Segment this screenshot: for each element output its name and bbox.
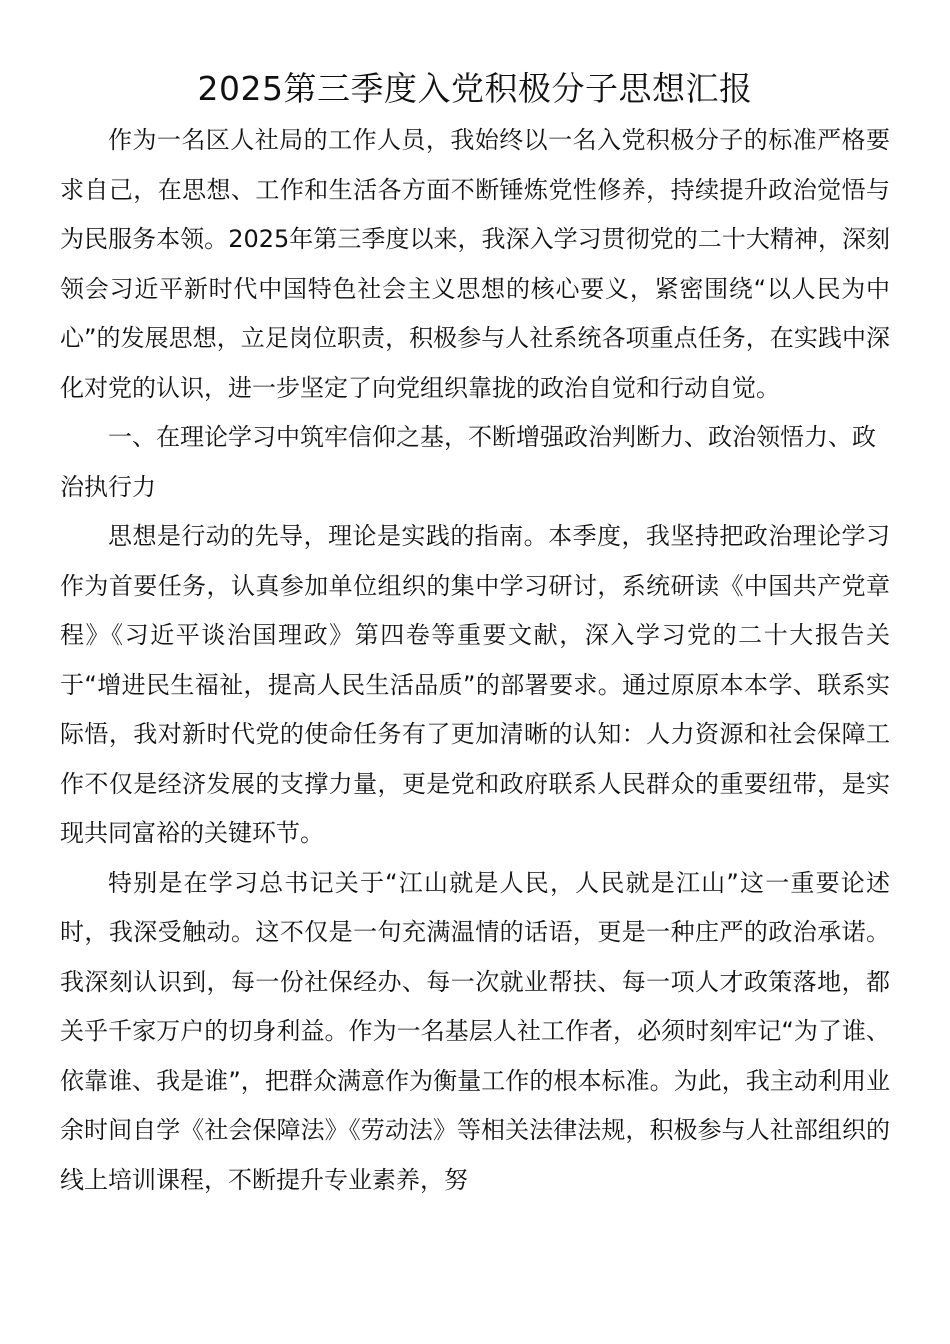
document-title: 2025第三季度入党积极分子思想汇报 xyxy=(197,69,753,108)
paragraph-people-focus: 特别是在学习总书记关于“江山就是人民，人民就是江山”这一重要论述时，我深受触动。这不仅是一句充满温情的话语，更是一种庄严的政治承诺。我深刻认识到，每一份社保经办、每一次就业帮扶、每一项人才政策落地，都关乎千家万户的切身利益。作为一名基层人社工作者，必须时刻牢记“为了谁、依靠谁、我是谁”，把群众满意作为衡量工作的根本标准。为此，我主动利用业余时间自学《社会保障法》《劳动法》等相关法律法规，积极参与人社部组织的线上培训课程，不断提升专业素养，努 xyxy=(60,868,890,1194)
paragraph-intro: 作为一名区人社局的工作人员，我始终以一名入党积极分子的标准严格要求自己，在思想、工作和生活各方面不断锤炼党性修养，持续提升政治觉悟与为民服务本领。2025年第三季度以来，我深入学习贯彻党的二十大精神，深刻领会习近平新时代中国特色社会主义思想的核心要义，紧密围绕“以人民为中心”的发展思想，立足岗位职责，积极参与人社系统各项重点任务，在实践中深化对党的认识，进一步坚定了向党组织靠拢的政治自觉和行动自觉。 xyxy=(60,126,890,402)
document-body xyxy=(60,116,890,1205)
section-heading-1: 一、在理论学习中筑牢信仰之基，不断增强政治判断力、政治领悟力、政治执行力 xyxy=(60,423,876,501)
paragraph-theory-study: 思想是行动的先导，理论是实践的指南。本季度，我坚持把政治理论学习作为首要任务，认真参加单位组织的集中学习研讨，系统研读《中国共产党章程》《习近平谈治国理政》第四卷等重要文献，深入学习党的二十大报告关于“增进民生福祉，提高人民生活品质”的部署要求。通过原原本本学、联系实际悟，我对新时代党的使命任务有了更加清晰的认知：人力资源和社会保障工作不仅是经济发展的支撑力量，更是党和政府联系人民群众的重要纽带，是实现共同富裕的关键环节。 xyxy=(60,522,890,847)
